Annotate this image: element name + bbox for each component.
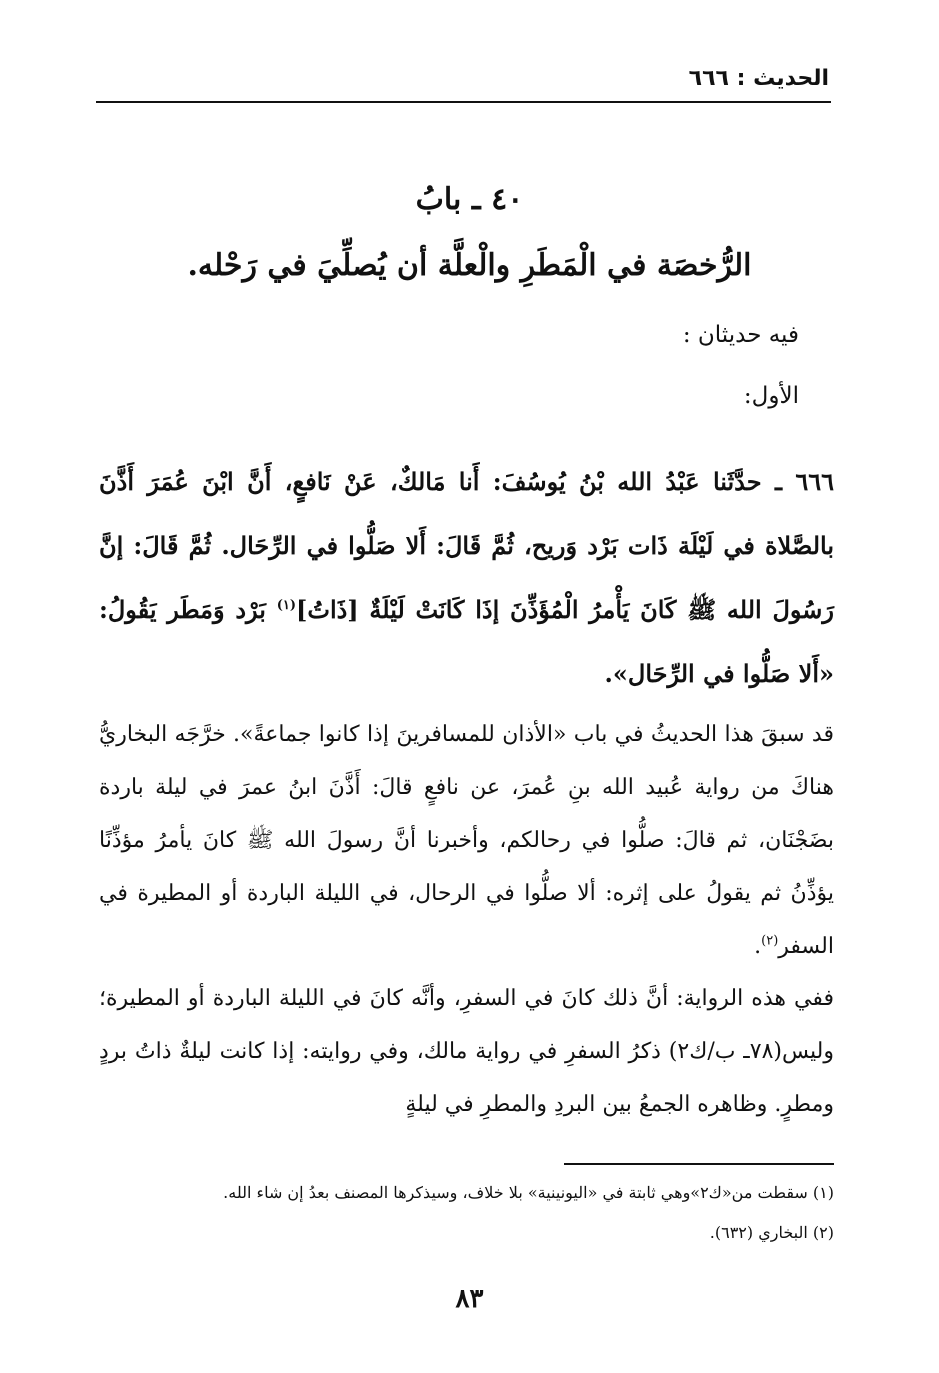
footnote-2: (٢) البخاري (٦٣٢). (709, 1223, 834, 1242)
chapter-title: الرُّخصَة في الْمَطَرِ والْعلَّة أن يُصلِّيَ في رَحْله. (187, 248, 752, 283)
hadith-text-part2: بَرْد وَمَطَر يَقُولُ: «أَلا صَلُّوا في الرِّحَال». (99, 595, 834, 688)
commentary-paragraph-2 (99, 972, 834, 1131)
hadith-text-part1: ٦٦٦ ـ حدَّثَنا عَبْدُ الله بْنُ يُوسُفَ: أَنا مَالكٌ، عَنْ نَافعٍ، أَنَّ ابْنَ عُمَرَ أَذَّنَ بالصَّلاة في لَيْلَة ذَات بَرْد وَريح، ثُمَّ قَالَ: أَلا صَلُّوا في الرِّحَال. ثُمَّ قَالَ: إنَّ رَسُولَ الله ﷺ كَانَ يَأْمرُ الْمُؤَذِّنَ إذَا كَانَتْ لَيْلَةٌ [ذَاتُ] (99, 467, 834, 624)
footnote-marker-2: (٢) (761, 933, 779, 949)
running-header: الحديث : ٦٦٦ (688, 66, 829, 91)
footnote-1: (١) سقطت من«ك٢»وهي ثابتة في «اليونينية» بلا خلاف، وسيذكرها المصنف بعدُ إن شاء الله. (223, 1183, 834, 1202)
header-rule (96, 101, 831, 103)
commentary-paragraph-1 (99, 708, 834, 973)
footnote-marker-1: (١) (276, 598, 296, 613)
footnote-rule (564, 1163, 834, 1165)
intro-line: فيه حديثان : (682, 322, 799, 348)
commentary-text-1b: . (754, 934, 762, 959)
page-number: ٨٣ (455, 1284, 484, 1314)
commentary-text-2: ففي هذه الرواية: أنَّ ذلك كانَ في السفرِ، وأنَّه كانَ في الليلة الباردة أو المطيرة؛ وليس(٧٨ـ ب/ك٢) ذكرُ السفرِ في رواية مالك، وفي روايته: إذا كانت ليلةٌ ذاتُ بردٍ ومطرٍ. وظاهره الجمعُ بين البردِ والمطرِ في ليلةٍ (99, 986, 834, 1117)
intro-line-first: الأول: (743, 383, 799, 409)
hadith-text (99, 450, 834, 706)
commentary-text-1a: قد سبقَ هذا الحديثُ في باب «الأذان للمسافرينَ إذا كانوا جماعةً». خرَّجَه البخاريُّ هناكَ من رواية عُبيد الله بنِ عُمرَ، عن نافعٍ قالَ: أَذَّنَ ابنُ عمرَ في ليلة باردة بضَجْنَان، ثم قالَ: صلُّوا في رحالكم، وأخبرنا أنَّ رسولَ الله ﷺ كانَ يأمرُ مؤذِّنًا يؤذِّنُ ثم يقولُ على إثره: ألا صلُّوا في الرحال، في الليلة الباردة أو المطيرة في السفر (99, 722, 834, 959)
chapter-number: ٤٠ ـ بابُ (415, 182, 524, 217)
